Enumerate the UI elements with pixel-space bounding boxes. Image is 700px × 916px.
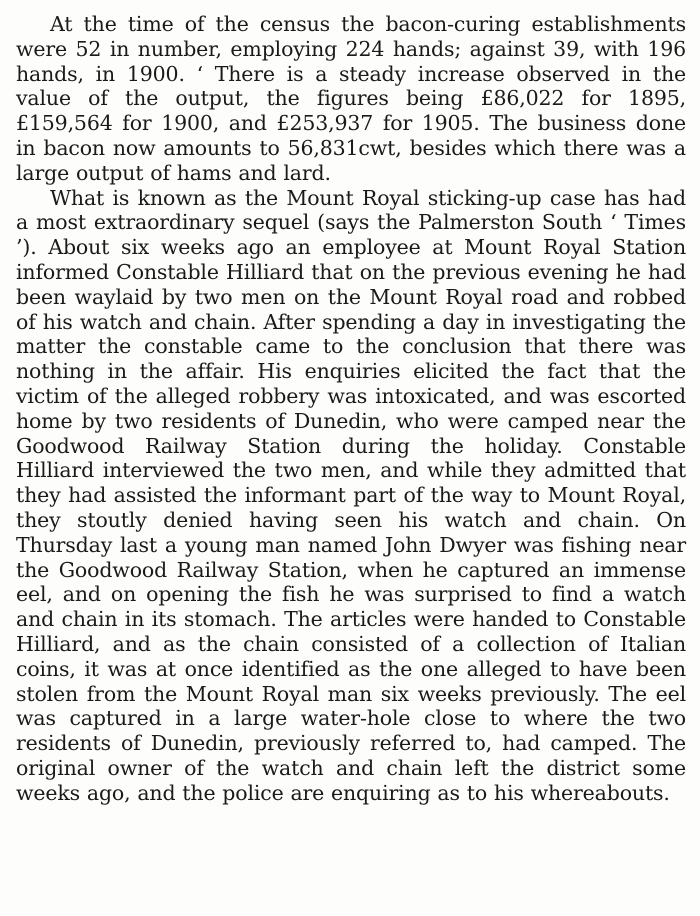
bacon-curing-paragraph: At the time of the census the bacon-curing establishments were 52 in number, employing 224 hands; against 39, with 196 hands, in 1900. ‘ There is a steady increase observed in the value of the output, the figures being £86,022 for 1895, £159,564 for 1900, and £253,937 for 1905. The business done in bacon now amounts to 56,831cwt, besides which there was a large output of hams and lard. — [16, 12, 686, 185]
mount-royal-paragraph: What is known as the Mount Royal sticking-up case has had a most extraordinary sequel (says the Palmerston South ‘ Times ’). About six weeks ago an employee at Mount Royal Station informed Constable Hilliard that on the previous evening he had been waylaid by two men on the Mount Royal road and robbed of his watch and chain. After spending a day in investigating the matter the constable came to the conclusion that there was nothing in the affair. His enquiries elicited the fact that the victim of the alleged robbery was intoxicated, and was escorted home by two residents of Dunedin, who were camped near the Goodwood Railway Station during the holiday. Constable Hilliard interviewed the two men, and while they admitted that they had assisted the informant part of the way to Mount Royal, they stoutly denied having seen his watch and chain. On Thursday last a young man named John Dwyer was fishing near the Goodwood Railway Station, when he captured an immense eel, and on opening the fish he was surprised to find a watch and chain in its stomach. The articles were handed to Constable Hilliard, and as the chain consisted of a collection of Italian coins, it was at once identified as the one alleged to have been stolen from the Mount Royal man six weeks previously. The eel was captured in a large water-hole close to where the two residents of Dunedin, previously referred to, had camped. The original owner of the watch and chain left the district some weeks ago, and the police are enquiring as to his whereabouts. — [16, 185, 686, 805]
article-column — [16, 12, 686, 806]
